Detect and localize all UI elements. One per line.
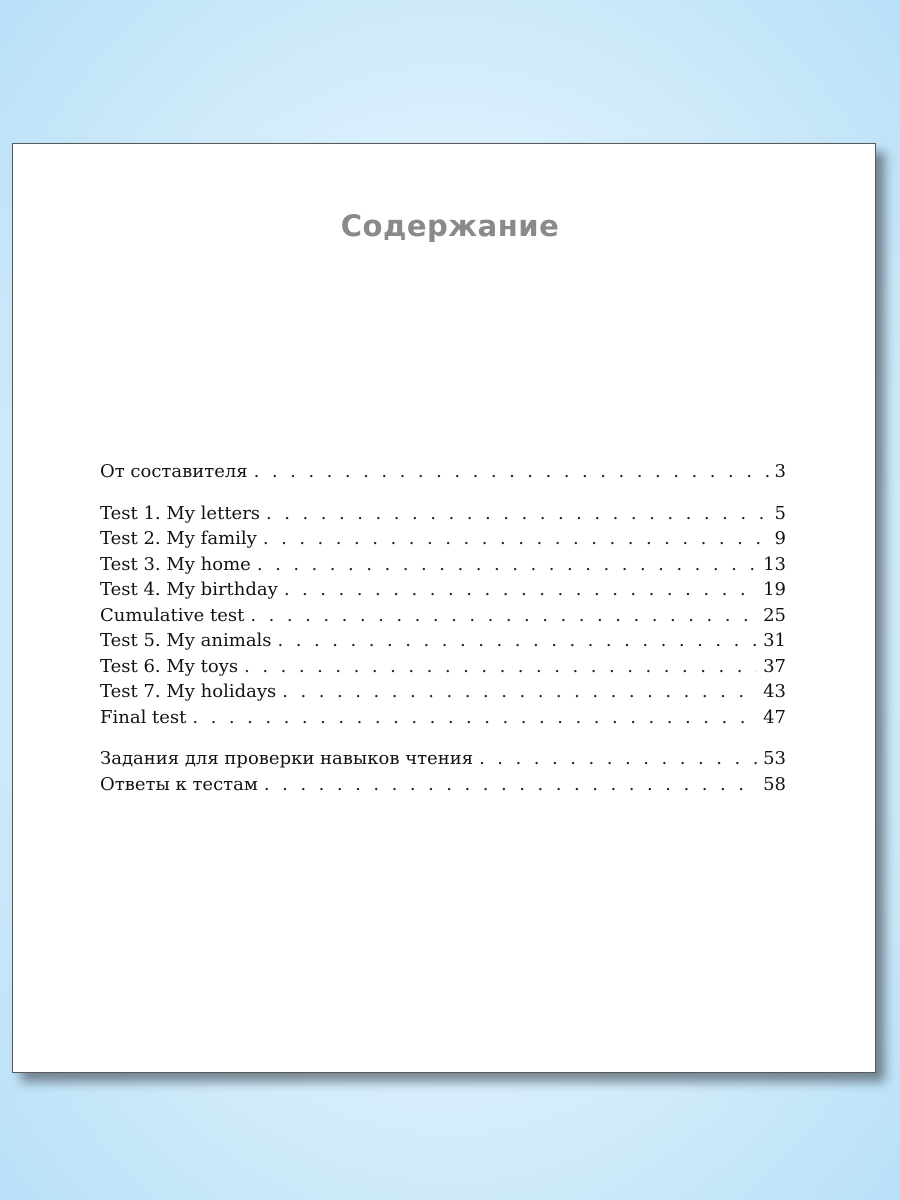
- toc-dot-leader: [250, 603, 757, 629]
- toc-dot-leader: [264, 772, 757, 798]
- toc-entry[interactable]: [100, 705, 786, 731]
- toc-entry-page: 13: [763, 553, 786, 575]
- toc-entry-page: 3: [774, 461, 786, 482]
- toc-entry-page: 37: [763, 655, 786, 677]
- toc-entry-label: Test 6. My toys: [100, 655, 239, 677]
- toc-entry[interactable]: [100, 679, 786, 705]
- toc-entry-label: От составителя: [100, 461, 248, 482]
- toc-dot-leader: [192, 705, 757, 731]
- toc-dot-leader: [266, 501, 769, 527]
- toc-entry-label: Задания для проверки навыков чтения: [100, 748, 474, 769]
- toc-entry-page: 53: [763, 748, 786, 769]
- toc-entry-label: Test 4. My birthday: [100, 579, 278, 600]
- toc-entry-page: 19: [763, 579, 786, 600]
- toc-entry[interactable]: [100, 459, 786, 485]
- toc-entry-page: 9: [774, 528, 786, 549]
- toc-group-tests: [100, 501, 786, 731]
- toc-dot-leader: [278, 628, 758, 654]
- table-of-contents: [100, 459, 786, 813]
- toc-entry-page: 31: [763, 630, 786, 651]
- toc-dot-leader: [282, 679, 757, 705]
- toc-entry-page: 5: [774, 502, 786, 524]
- toc-entry[interactable]: [100, 552, 786, 578]
- page-title: Содержание: [340, 209, 560, 243]
- toc-entry[interactable]: [100, 501, 786, 527]
- toc-dot-leader: [254, 459, 769, 485]
- toc-entry-label: Test 1. My letters: [100, 502, 261, 524]
- toc-entry[interactable]: [100, 746, 786, 772]
- toc-entry-page: 25: [763, 604, 786, 626]
- toc-entry[interactable]: [100, 577, 786, 603]
- toc-entry-page: 58: [763, 773, 786, 795]
- toc-dot-leader: [263, 526, 769, 552]
- toc-entry[interactable]: [100, 628, 786, 654]
- toc-dot-leader: [479, 746, 757, 772]
- toc-entry[interactable]: [100, 526, 786, 552]
- toc-entry[interactable]: [100, 603, 786, 629]
- toc-group-intro: [100, 459, 786, 485]
- toc-entry-label: Test 5. My animals: [100, 630, 272, 651]
- toc-entry-label: Test 3. My home: [100, 553, 251, 575]
- toc-entry-label: Test 2. My family: [100, 528, 257, 549]
- toc-dot-leader: [284, 577, 757, 603]
- toc-entry-page: 43: [763, 681, 786, 702]
- toc-entry-page: 47: [763, 706, 786, 728]
- toc-entry-label: Final test: [100, 706, 187, 728]
- toc-group-appendix: [100, 746, 786, 797]
- toc-entry-label: Ответы к тестам: [100, 773, 258, 795]
- toc-entry[interactable]: [100, 654, 786, 680]
- toc-entry-label: Cumulative test: [100, 604, 245, 626]
- toc-entry[interactable]: [100, 772, 786, 798]
- toc-entry-label: Test 7. My holidays: [100, 681, 277, 702]
- toc-dot-leader: [244, 654, 757, 680]
- toc-dot-leader: [257, 552, 757, 578]
